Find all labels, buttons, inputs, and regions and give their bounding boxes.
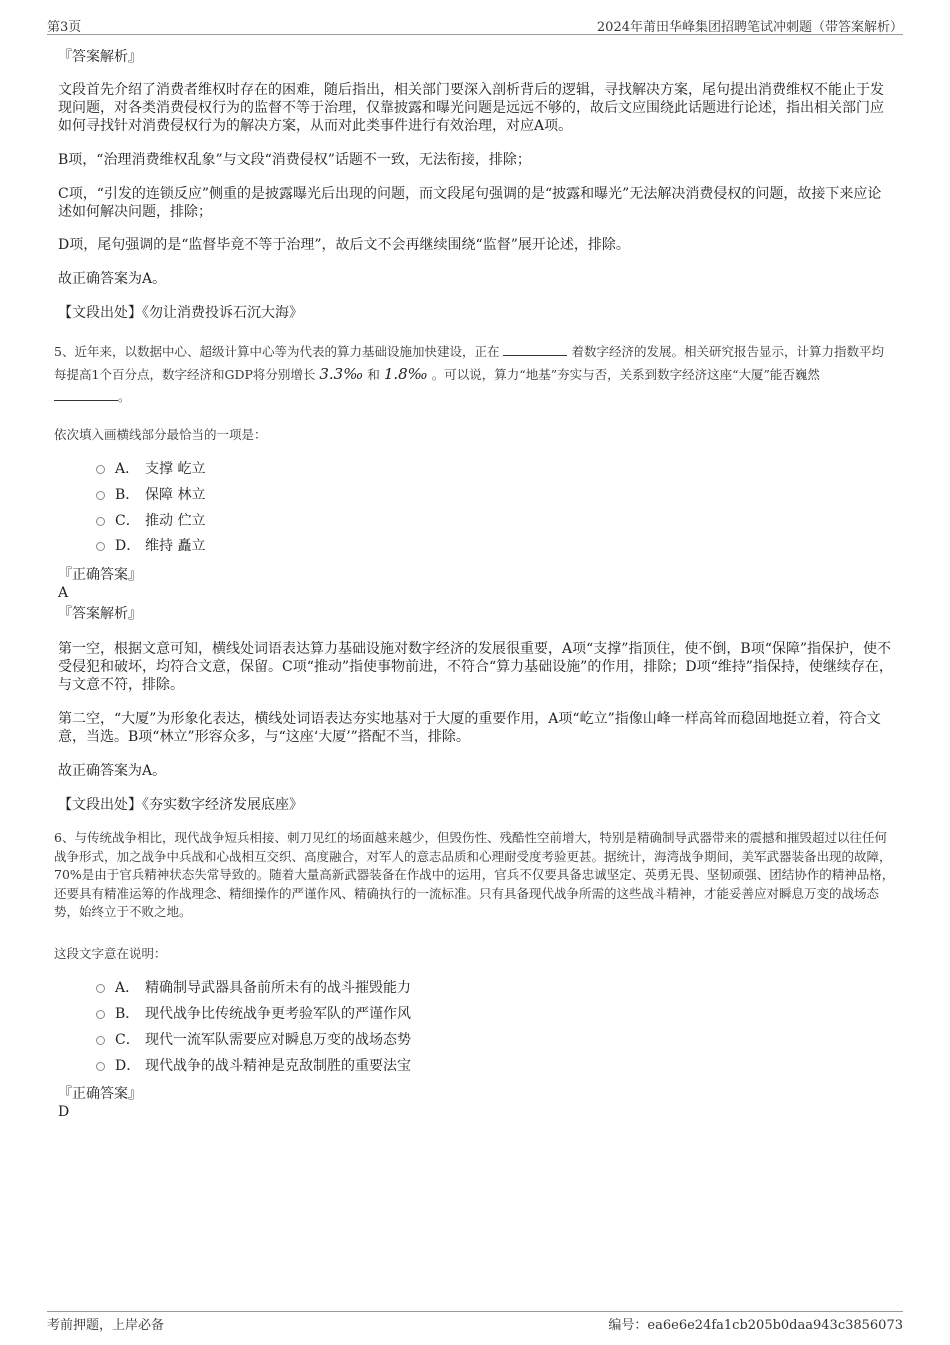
option-text: 现代一流军队需要应对瞬息万变的战场态势 xyxy=(145,1032,411,1048)
correct-answer-statement: 故正确答案为A。 xyxy=(58,271,167,287)
radio-icon[interactable] xyxy=(96,1010,105,1019)
option-letter: D． xyxy=(115,1058,141,1074)
analysis-label: 『答案解析』 xyxy=(58,606,142,622)
radio-icon[interactable] xyxy=(96,984,105,993)
option-text: 支撑 屹立 xyxy=(145,461,206,477)
radio-icon[interactable] xyxy=(96,465,105,474)
question-text: 和 xyxy=(367,367,380,382)
footer-divider xyxy=(47,1311,903,1312)
question-6-stem: 6、与传统战争相比，现代战争短兵相接、刺刀见红的场面越来越少，但毁伤性、残酷性空前增大，特别是精确制导武器带来的震撼和摧毁超过以往任何战争形式，加之战争中兵战和心战相互交织、高度融合，对军人的意志品质和心理耐受度考验更甚。据统计，海湾战争期间，美军武器装备出现的故障，70%是由于官兵精神状态失常导致的。随着大量高新武器装备在作战中的运用，官兵不仅要具备忠诚坚定、英勇无畏、坚韧顽强、团结协作的精神品格，还要具有精准运筹的作战理念、精细操作的严谨作风、精确执行的一流标准。只有具备现代战争所需的这些战斗精神，才能妥善应对瞬息万变的战场态势，始终立于不败之地。 xyxy=(54,830,895,919)
option-letter: C． xyxy=(115,1032,140,1048)
option-text: 保障 林立 xyxy=(145,487,206,503)
page-number: 第3页 xyxy=(47,20,82,35)
answer-value: A xyxy=(58,585,69,601)
analysis-paragraph: 文段首先介绍了消费者维权时存在的困难，随后指出，相关部门要深入剖析背后的逻辑，寻找解决方案，尾句提出消费维权不能止于发现问题，对各类消费侵权行为的监督不等于治理，仅靠披露和曝光问题是远远不够的，故后文应围绕此话题进行论述，指出相关部门应如何寻找针对消费侵权行为的解决方案，从而对此类事件进行有效治理，对应A项。 xyxy=(58,82,884,134)
radio-icon[interactable] xyxy=(96,542,105,551)
answer-label: 『正确答案』 xyxy=(58,567,142,583)
option-text: 推动 伫立 xyxy=(145,513,206,529)
correct-answer-statement: 故正确答案为A。 xyxy=(58,763,167,779)
answer-blank xyxy=(54,386,118,401)
math-value: 1.8‰ xyxy=(383,365,428,383)
option-d[interactable] xyxy=(96,536,205,556)
question-text: 。 xyxy=(118,389,131,404)
question-text: 5、近年来，以数据中心、超级计算中心等为代表的算力基础设施加快建设，正在 xyxy=(54,344,500,359)
question-prompt: 这段文字意在说明： xyxy=(54,946,167,961)
answer-label: 『正确答案』 xyxy=(58,1086,142,1102)
analysis-paragraph: 第一空，根据文意可知，横线处词语表达算力基础设施对数字经济的发展很重要，A项“支撑”指顶住，使不倒，B项“保障”指保护，使不受侵犯和破坏，均符合文意，保留。C项“推动”指使事物前进，不符合“算力基础设施”的作用，排除；D项“维持”指保持，使继续存在，与文意不符，排除。 xyxy=(58,641,893,693)
analysis-paragraph: 第二空，“大厦”为形象化表达，横线处词语表达夯实地基对于大厦的重要作用，A项“屹立”指像山峰一样高耸而稳固地挺立着，符合文意，当选。B项“林立”形容众多，与“这座‘大厦’”搭配不当，排除。 xyxy=(58,711,881,745)
option-d[interactable] xyxy=(96,1056,411,1076)
option-b[interactable] xyxy=(96,485,205,505)
radio-icon[interactable] xyxy=(96,1036,105,1045)
option-text: 现代战争的战斗精神是克敌制胜的重要法宝 xyxy=(145,1058,411,1074)
option-a[interactable] xyxy=(96,978,411,998)
option-letter: B． xyxy=(115,487,140,503)
document-id: 编号：ea6e6e24fa1cb205b0daa943c3856073 xyxy=(608,1318,903,1333)
analysis-label: 『答案解析』 xyxy=(58,49,142,65)
footer-slogan: 考前押题，上岸必备 xyxy=(47,1318,165,1333)
option-letter: B． xyxy=(115,1006,140,1022)
source-citation: 【文段出处】《勿让消费投诉石沉大海》 xyxy=(58,305,303,321)
option-c[interactable] xyxy=(96,511,205,531)
question-text: 着数字经济的发展。相关研究报告显示，计算力指数平均每提高1个百分点，数字经济和GDP将分别增长 xyxy=(54,344,884,382)
analysis-paragraph: B项，“治理消费维权乱象”与文段“消费侵权”话题不一致，无法衔接，排除； xyxy=(58,152,531,168)
option-letter: A． xyxy=(115,980,140,996)
option-a[interactable] xyxy=(96,459,205,479)
option-b[interactable] xyxy=(96,1004,411,1024)
option-letter: C． xyxy=(115,513,140,529)
math-value: 3.3‰ xyxy=(319,365,364,383)
option-text: 现代战争比传统战争更考验军队的严谨作风 xyxy=(145,1006,411,1022)
page-header xyxy=(47,14,903,35)
document-title: 2024年莆田华峰集团招聘笔试冲刺题（带答案解析） xyxy=(596,20,903,35)
radio-icon[interactable] xyxy=(96,1062,105,1071)
question-prompt: 依次填入画横线部分最恰当的一项是： xyxy=(54,427,267,442)
answer-blank xyxy=(503,341,567,356)
option-letter: D． xyxy=(115,538,141,554)
question-text: 。可以说，算力“地基”夯实与否，关系到数字经济这座“大厦”能否巍然 xyxy=(431,367,820,382)
option-text: 精确制导武器具备前所未有的战斗摧毁能力 xyxy=(145,980,411,996)
question-5-stem xyxy=(54,341,896,408)
analysis-paragraph: C项，“引发的连锁反应”侧重的是披露曝光后出现的问题，而文段尾句强调的是“披露和曝光”无法解决消费侵权的问题，故接下来应论述如何解决问题，排除； xyxy=(58,186,882,220)
option-letter: A． xyxy=(115,461,140,477)
radio-icon[interactable] xyxy=(96,491,105,500)
source-citation: 【文段出处】《夯实数字经济发展底座》 xyxy=(58,797,303,813)
option-c[interactable] xyxy=(96,1030,411,1050)
analysis-paragraph: D项，尾句强调的是“监督毕竟不等于治理”，故后文不会再继续围绕“监督”展开论述，排除。 xyxy=(58,237,630,253)
radio-icon[interactable] xyxy=(96,517,105,526)
option-text: 维持 矗立 xyxy=(145,538,206,554)
answer-value: D xyxy=(58,1104,70,1120)
